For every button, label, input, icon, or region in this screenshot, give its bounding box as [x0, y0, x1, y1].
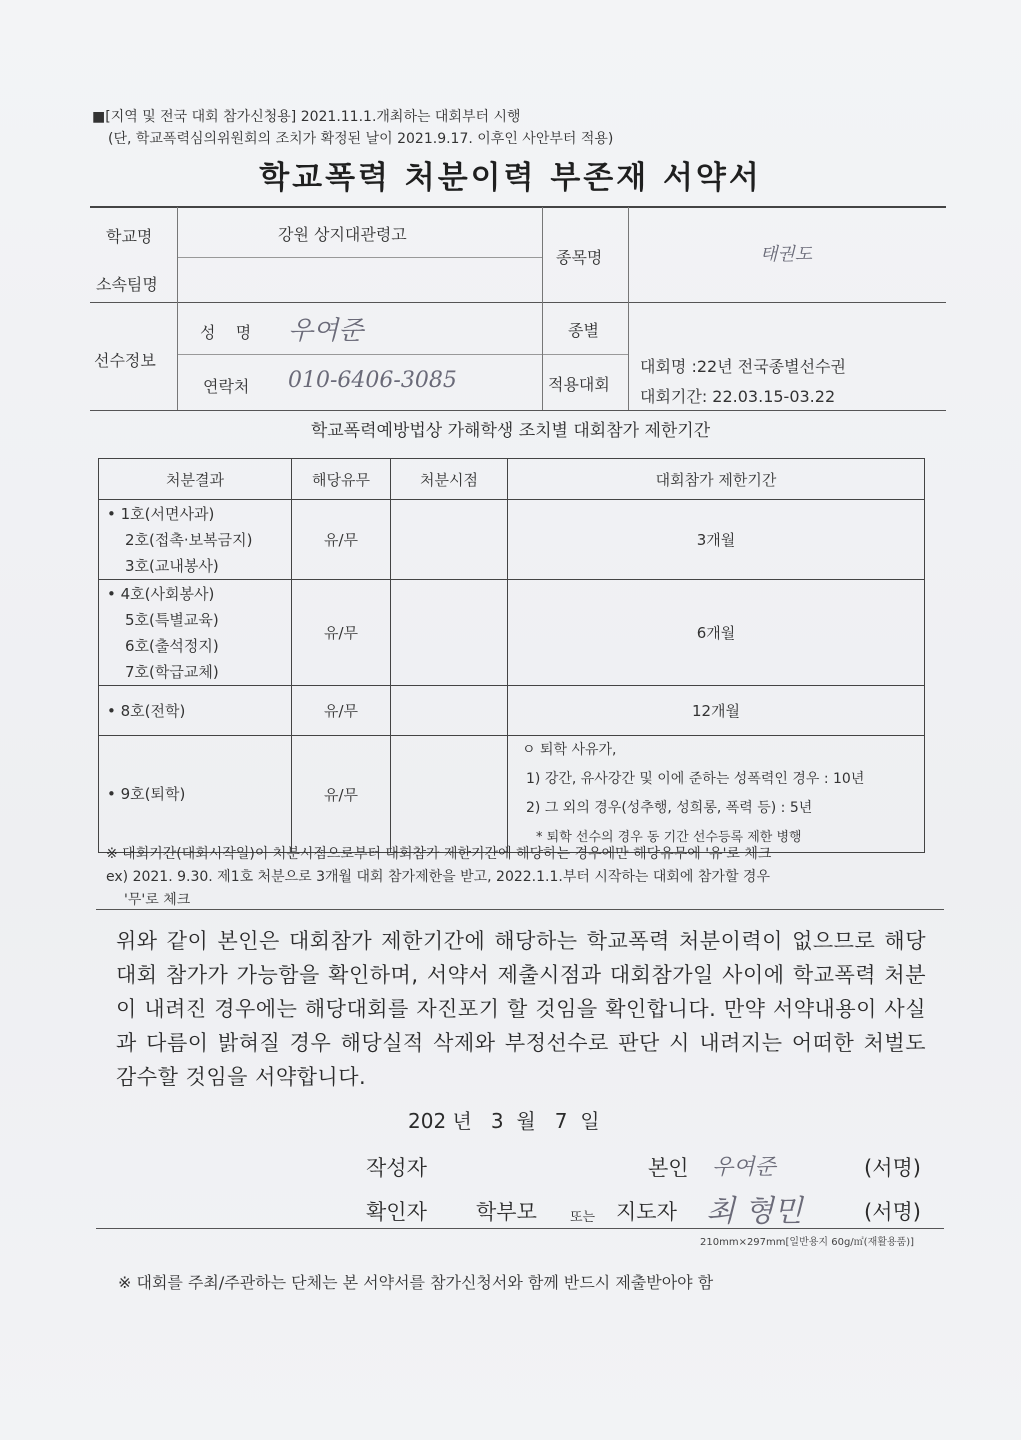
restriction-table	[98, 458, 925, 853]
result-item: 5호(특별교육)	[125, 610, 219, 629]
table-header-row	[99, 459, 925, 500]
applicable-cell: 유/무	[292, 736, 391, 853]
writer-label: 작성자	[366, 1156, 427, 1180]
expulsion-reason-line: * 퇴학 선수의 경우 동 기간 선수등록 제한 병행	[536, 830, 802, 845]
limit-cell	[508, 736, 925, 853]
contact-value: 010-6406-3085	[288, 368, 457, 393]
info-divider	[90, 302, 946, 303]
header-line-2: (단, 학교폭력심의위원회의 조치가 확정된 날이 2021.9.17. 이후인 사안부터 적용)	[108, 131, 614, 147]
table-row	[99, 686, 925, 736]
contact-label: 연락처	[203, 377, 250, 396]
limit-cell: 6개월	[508, 580, 925, 686]
competition-name: 대회명 :22년 전국종별선수권	[640, 357, 846, 376]
school-value: 강원 상지대관령고	[278, 225, 407, 244]
self-signature-name: 우여준	[712, 1155, 776, 1180]
column-header: 해당유무	[292, 459, 391, 500]
result-item: • 8호(전학)	[107, 701, 186, 720]
notes-divider	[96, 909, 944, 910]
sign-label: (서명)	[864, 1200, 921, 1224]
info-top-border	[90, 206, 946, 208]
limit-cell: 12개월	[508, 686, 925, 736]
pledge-date: 202 년 3 월 7 일	[408, 1109, 600, 1133]
sign-label: (서명)	[864, 1156, 921, 1180]
time-cell	[391, 500, 508, 580]
name-label: 성 명	[200, 323, 252, 342]
info-divider	[178, 354, 542, 355]
parent-label: 학부모	[476, 1200, 537, 1224]
table-row	[99, 736, 925, 853]
column-header: 처분시점	[391, 459, 508, 500]
note-line-1: ※ 대회기간(대회시작일)이 처분시점으로부터 대회참가 제한기간에 해당하는 경우에만 해당유무에 '유'로 체크	[106, 846, 772, 862]
coach-label: 지도자	[616, 1200, 677, 1224]
result-cell	[99, 736, 292, 853]
table-row	[99, 580, 925, 686]
result-item: • 1호(서면사과)	[107, 504, 215, 523]
applicable-cell: 유/무	[292, 500, 391, 580]
result-item: 3호(교내봉사)	[125, 556, 219, 575]
info-divider	[542, 354, 628, 355]
note-line-3: '무'로 체크	[124, 892, 191, 908]
result-item: • 4호(사회봉사)	[107, 584, 215, 603]
expulsion-reason-line: 2) 그 외의 경우(성추행, 성희롱, 폭력 등) : 5년	[526, 800, 813, 816]
or-label: 또는	[570, 1210, 596, 1225]
confirmer-label: 확인자	[366, 1200, 427, 1224]
category-label: 종별	[568, 321, 599, 340]
applied-competition-label: 적용대회	[548, 375, 610, 394]
signature-divider	[96, 1228, 944, 1229]
applicable-cell: 유/무	[292, 580, 391, 686]
info-divider	[542, 207, 543, 410]
time-cell	[391, 686, 508, 736]
column-header: 대회참가 제한기간	[508, 459, 925, 500]
header-line-1: ■[지역 및 전국 대회 참가신청용] 2021.11.1.개최하는 대회부터 시행	[92, 109, 521, 125]
expulsion-reason-line: ㅇ 퇴학 사유가,	[522, 742, 617, 758]
player-info-label: 선수정보	[94, 351, 156, 370]
info-divider	[178, 257, 542, 258]
paper-spec: 210mm×297mm[일반용지 60g/㎡(재활용품)]	[700, 1237, 915, 1248]
info-divider	[177, 207, 178, 410]
result-cell	[99, 686, 292, 736]
pledge-paragraph: 위와 같이 본인은 대회참가 제한기간에 해당하는 학교폭력 처분이력이 없으므로 해당 대회 참가가 가능함을 확인하며, 서약서 제출시점과 대회참가일 사이에 학교폭력 처분이 내려진 경우에는 해당대회를 자진포기 할 것임을 확인합니다. 만약 서약내용이 사실과 다름이 밝혀질 경우 해당실적 삭제와 부정선수로 판단 시 내려지는 어떠한 처벌도 감수할 것임을 서약합니다.	[116, 929, 926, 1089]
result-cell	[99, 580, 292, 686]
event-label: 종목명	[556, 248, 603, 267]
info-divider	[628, 207, 629, 410]
note-line-2: ex) 2021. 9.30. 제1호 처분으로 3개월 대회 참가제한을 받고, 2022.1.1.부터 시작하는 대회에 참가할 경우	[106, 869, 770, 885]
event-value: 태권도	[760, 244, 813, 265]
table-row	[99, 500, 925, 580]
result-cell	[99, 500, 292, 580]
team-label: 소속팀명	[96, 275, 158, 294]
time-cell	[391, 580, 508, 686]
name-value: 우여준	[288, 316, 364, 346]
applicable-cell: 유/무	[292, 686, 391, 736]
info-bottom-border	[90, 410, 946, 411]
submission-notice: ※ 대회를 주최/주관하는 단체는 본 서약서를 참가신청서와 함께 반드시 제출받아야 함	[118, 1273, 714, 1292]
coach-signature-name: 최 형민	[706, 1194, 803, 1229]
column-header: 처분결과	[99, 459, 292, 500]
self-label: 본인	[648, 1156, 689, 1180]
school-label: 학교명	[106, 227, 153, 246]
document-title: 학교폭력 처분이력 부존재 서약서	[259, 160, 762, 196]
time-cell	[391, 736, 508, 853]
result-item: 6호(출석정지)	[125, 636, 219, 655]
result-item: 2호(접촉·보복금지)	[125, 530, 253, 549]
result-item: 7호(학급교체)	[125, 662, 219, 681]
competition-period: 대회기간: 22.03.15-03.22	[640, 387, 836, 406]
restriction-subtitle: 학교폭력예방법상 가해학생 조치별 대회참가 제한기간	[310, 421, 711, 441]
limit-cell: 3개월	[508, 500, 925, 580]
result-item: • 9호(퇴학)	[107, 785, 186, 803]
expulsion-reason-line: 1) 강간, 유사강간 및 이에 준하는 성폭력인 경우 : 10년	[526, 771, 865, 787]
